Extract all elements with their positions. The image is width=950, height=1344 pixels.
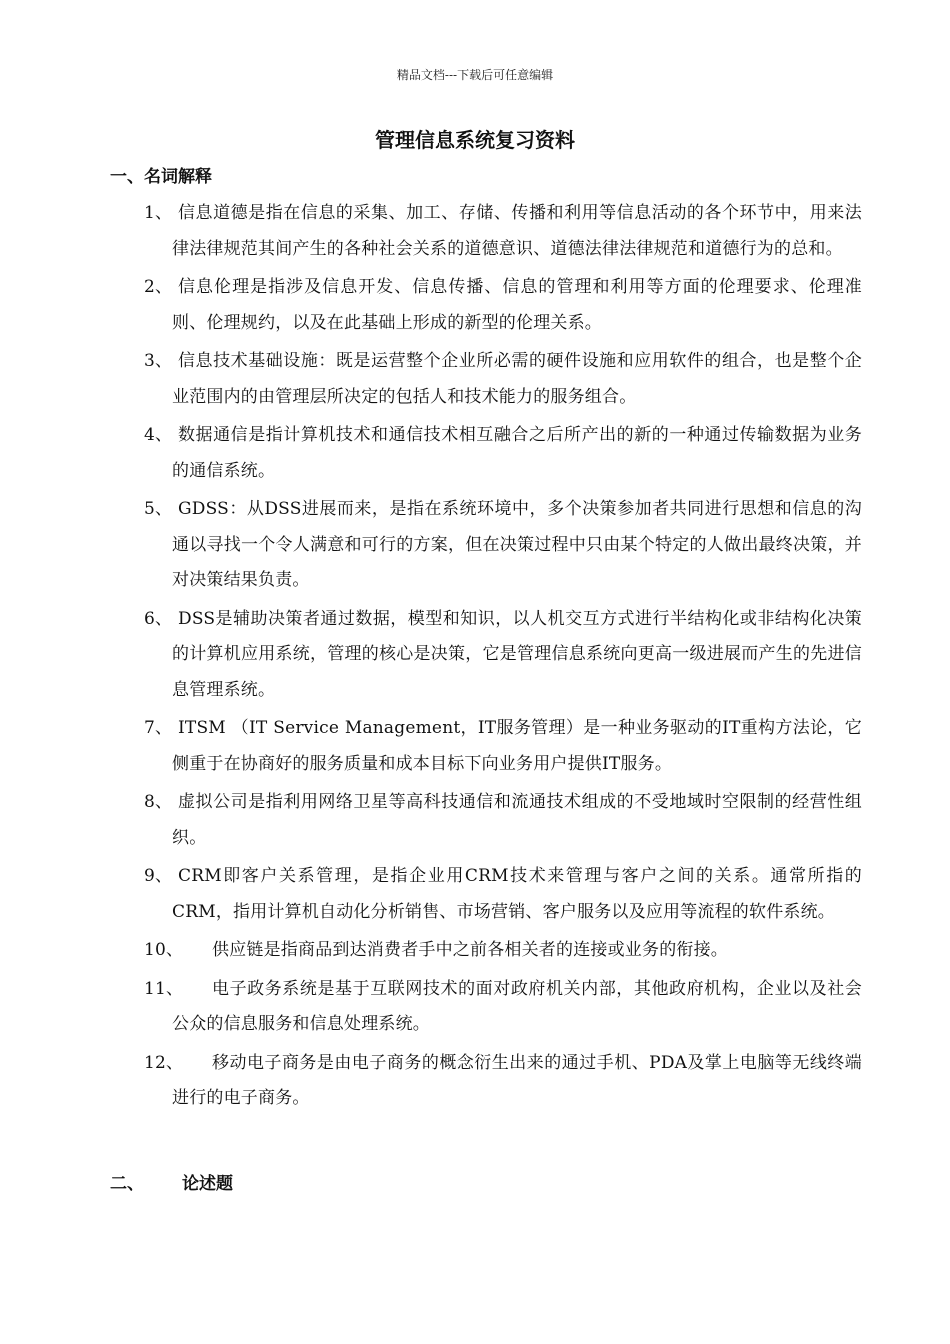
item-text: 信息伦理是指涉及信息开发、信息传播、信息的管理和利用等方面的伦理要求、伦理准则、伦理规约，以及在此基础上形成的新型的伦理关系。 [172, 277, 862, 333]
list-item [144, 859, 862, 930]
list-item [144, 933, 862, 969]
list-item [144, 972, 862, 1043]
item-text: 供应链是指商品到达消费者手中之前各相关者的连接或业务的衔接。 [212, 940, 728, 960]
item-number: 5、 [144, 499, 173, 519]
item-text: 电子政务系统是基于互联网技术的面对政府机关内部，其他政府机构，企业以及社会公众的信息服务和信息处理系统。 [172, 978, 862, 1034]
list-item [144, 492, 862, 599]
page-header: 精品文档---下载后可任意编辑 [396, 68, 554, 82]
item-text: GDSS：从DSS进展而来，是指在系统环境中，多个决策参加者共同进行思想和信息的沟通以寻找一个令人满意和可行的方案，但在决策过程中只由某个特定的人做出最终决策，并对决策结果负责。 [172, 499, 862, 590]
item-text: 信息道德是指在信息的采集、加工、存储、传播和利用等信息活动的各个环节中，用来法律法律规范其间产生的各种社会关系的道德意识、道德法律法律规范和道德行为的总和。 [172, 203, 862, 259]
list-item [144, 344, 862, 415]
item-text: 数据通信是指计算机技术和通信技术相互融合之后所产出的新的一种通过传输数据为业务的通信系统。 [172, 425, 862, 481]
item-text: DSS是辅助决策者通过数据，模型和知识，以人机交互方式进行半结构化或非结构化决策的计算机应用系统，管理的核心是决策，它是管理信息系统向更高一级进展而产生的先进信息管理系统。 [172, 608, 862, 700]
list-item [144, 270, 862, 341]
item-number: 10、 [144, 940, 184, 960]
item-number: 8、 [144, 792, 173, 812]
item-number: 4、 [144, 425, 173, 445]
item-number: 1、 [144, 203, 173, 223]
item-text: CRM即客户关系管理，是指企业用CRM技术来管理与客户之间的关系。通常所指的CRM，指用计算机自动化分析销售、市场营销、客户服务以及应用等流程的软件系统。 [172, 866, 862, 922]
item-text: 虚拟公司是指利用网络卫星等高科技通信和流通技术组成的不受地域时空限制的经营性组织。 [172, 792, 862, 848]
list-item [144, 785, 862, 856]
item-text: ITSM （IT Service Management，IT服务管理）是一种业务驱动的IT重构方法论，它侧重于在协商好的服务质量和成本目标下向业务用户提供IT服务。 [172, 718, 862, 774]
list-item [144, 1046, 862, 1117]
list-item [144, 418, 862, 489]
section-heading-1 [110, 162, 212, 187]
list-item [144, 711, 862, 782]
list-item [144, 602, 862, 709]
term-list [0, 196, 950, 1120]
item-text: 移动电子商务是由电子商务的概念衍生出来的通过手机、PDA及掌上电脑等无线终端进行的电子商务。 [172, 1052, 862, 1108]
section-number: 一、 [110, 167, 144, 187]
item-number: 3、 [144, 351, 173, 371]
section-title: 名词解释 [144, 167, 212, 187]
item-number: 12、 [144, 1052, 184, 1073]
list-item [144, 196, 862, 267]
item-number: 11、 [144, 978, 184, 999]
item-number: 6、 [144, 608, 173, 629]
section-heading-2 [110, 1169, 233, 1194]
section-number: 二、 [110, 1174, 144, 1194]
section-title: 论述题 [182, 1174, 233, 1194]
item-number: 7、 [144, 718, 173, 738]
item-number: 9、 [144, 866, 173, 886]
item-number: 2、 [144, 277, 173, 297]
document-title: 管理信息系统复习资料 [375, 128, 575, 152]
item-text: 信息技术基础设施：既是运营整个企业所必需的硬件设施和应用软件的组合，也是整个企业范围内的由管理层所决定的包括人和技术能力的服务组合。 [172, 351, 862, 407]
